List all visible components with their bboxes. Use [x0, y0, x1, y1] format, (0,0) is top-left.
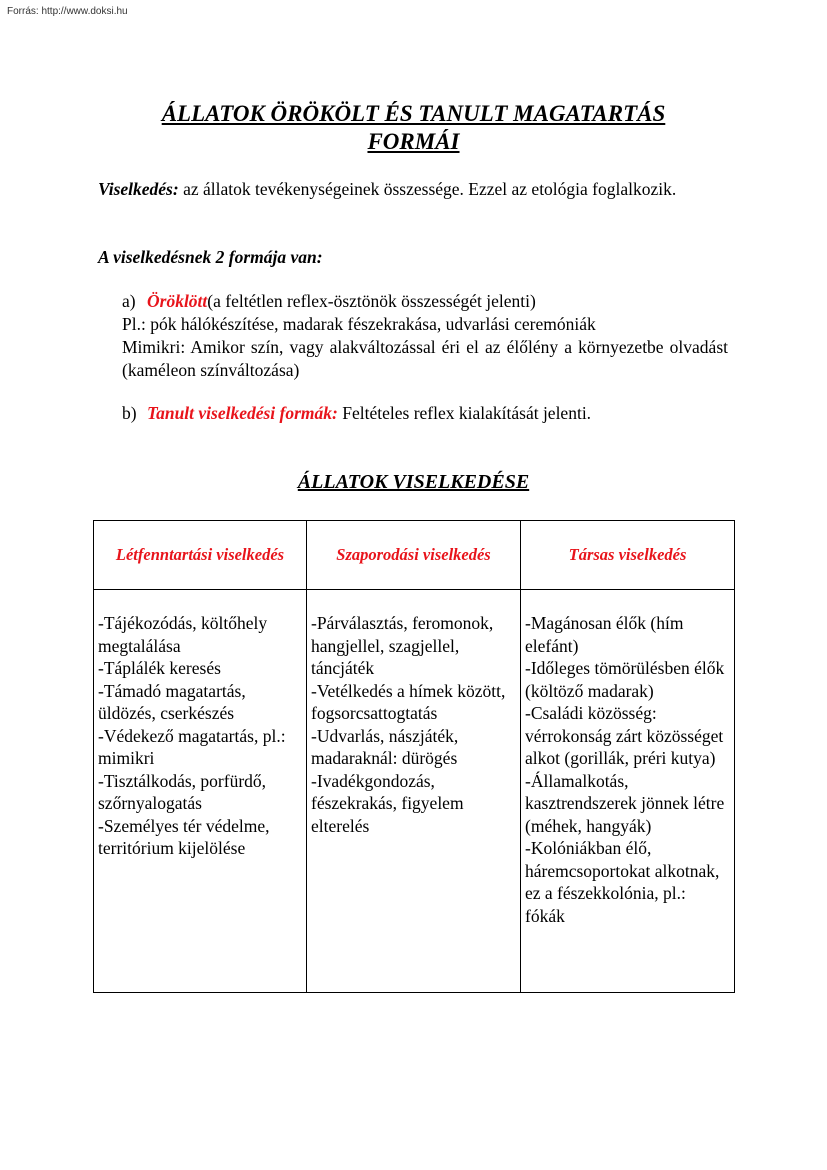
list-item: -Udvarlás, nászjáték, madaraknál: dürögés	[311, 725, 459, 768]
header-reproduction: Szaporodási viselkedés	[307, 521, 521, 590]
list-item: -Időleges tömörülésben élők (költöző madarak)	[525, 658, 725, 701]
list-item: -Párválasztás, feromonok, hangjellel, szagjellel, táncjáték	[311, 613, 494, 678]
form-a-line	[122, 290, 728, 313]
page-title-line-2: FORMÁI	[367, 129, 460, 154]
list-item: -Magánosan élők (hím elefánt)	[525, 613, 684, 656]
list-item: -Támadó magatartás, üldözés, cserkészés	[98, 680, 246, 723]
list-item: -Védekező magatartás, pl.: mimikri	[98, 725, 286, 768]
form-a-block	[122, 290, 728, 382]
form-b-text: Feltételes reflex kialakítását jelenti.	[337, 403, 592, 423]
header-survival: Létfenntartási viselkedés	[94, 521, 307, 590]
list-item: -Vetélkedés a hímek között, fogsorcsattogtatás	[311, 680, 506, 723]
form-b-term: Tanult viselkedési formák:	[147, 403, 338, 423]
list-item: -Táplálék keresés	[98, 658, 221, 678]
list-item: -Személyes tér védelme, territórium kijelölése	[98, 815, 270, 858]
list-item: -Tájékozódás, költőhely megtalálása	[98, 613, 268, 656]
definition-text: az állatok tevékenységeinek összessége. Ezzel az etológia foglalkozik.	[178, 179, 677, 199]
table-header-row	[94, 521, 735, 590]
form-a-text: (a feltétlen reflex-ösztönök összességét jelenti)	[207, 291, 536, 311]
header-social: Társas viselkedés	[521, 521, 735, 590]
survival-cell	[94, 590, 307, 993]
page-title-line-1: ÁLLATOK ÖRÖKÖLT ÉS TANULT MAGATARTÁS	[161, 101, 666, 126]
table-row	[94, 590, 735, 993]
list-item: -Államalkotás, kasztrendszerek jönnek létre (méhek, hangyák)	[525, 770, 725, 836]
forms-heading: A viselkedésnek 2 formája van:	[98, 247, 323, 267]
form-b-marker: b)	[122, 403, 137, 423]
social-cell	[521, 590, 735, 993]
definition-term: Viselkedés:	[98, 179, 179, 199]
list-item: -Tisztálkodás, porfürdő, szőrnyalogatás	[98, 770, 267, 813]
reproduction-cell	[307, 590, 521, 993]
form-b-block	[122, 402, 728, 425]
form-a-mimicry: Mimikri: Amikor szín, vagy alakváltozással éri el az élőlény a környezetbe olvadást (kaméleon színváltozása)	[122, 337, 728, 380]
list-item: -Ivadékgondozás, fészekrakás, figyelem elterelés	[311, 770, 464, 836]
form-a-example: Pl.: pók hálókészítése, madarak fészekrakása, udvarlási ceremóniák	[122, 314, 596, 334]
list-item: -Kolóniákban élő, háremcsoportokat alkotnak, ez a fészekkolónia, pl.: fókák	[525, 838, 720, 926]
source-line: Forrás: http://www.doksi.hu	[7, 6, 128, 17]
form-a-marker: a)	[122, 291, 136, 311]
form-a-term: Öröklött	[147, 291, 208, 311]
table-title: ÁLLATOK VISELKEDÉSE	[297, 471, 530, 493]
page-title	[100, 100, 727, 156]
definition-paragraph	[98, 178, 728, 201]
list-item: -Családi közösség: vérrokonság zárt közösséget alkot (gorillák, préri kutya)	[525, 703, 724, 768]
behaviour-table	[93, 520, 735, 993]
